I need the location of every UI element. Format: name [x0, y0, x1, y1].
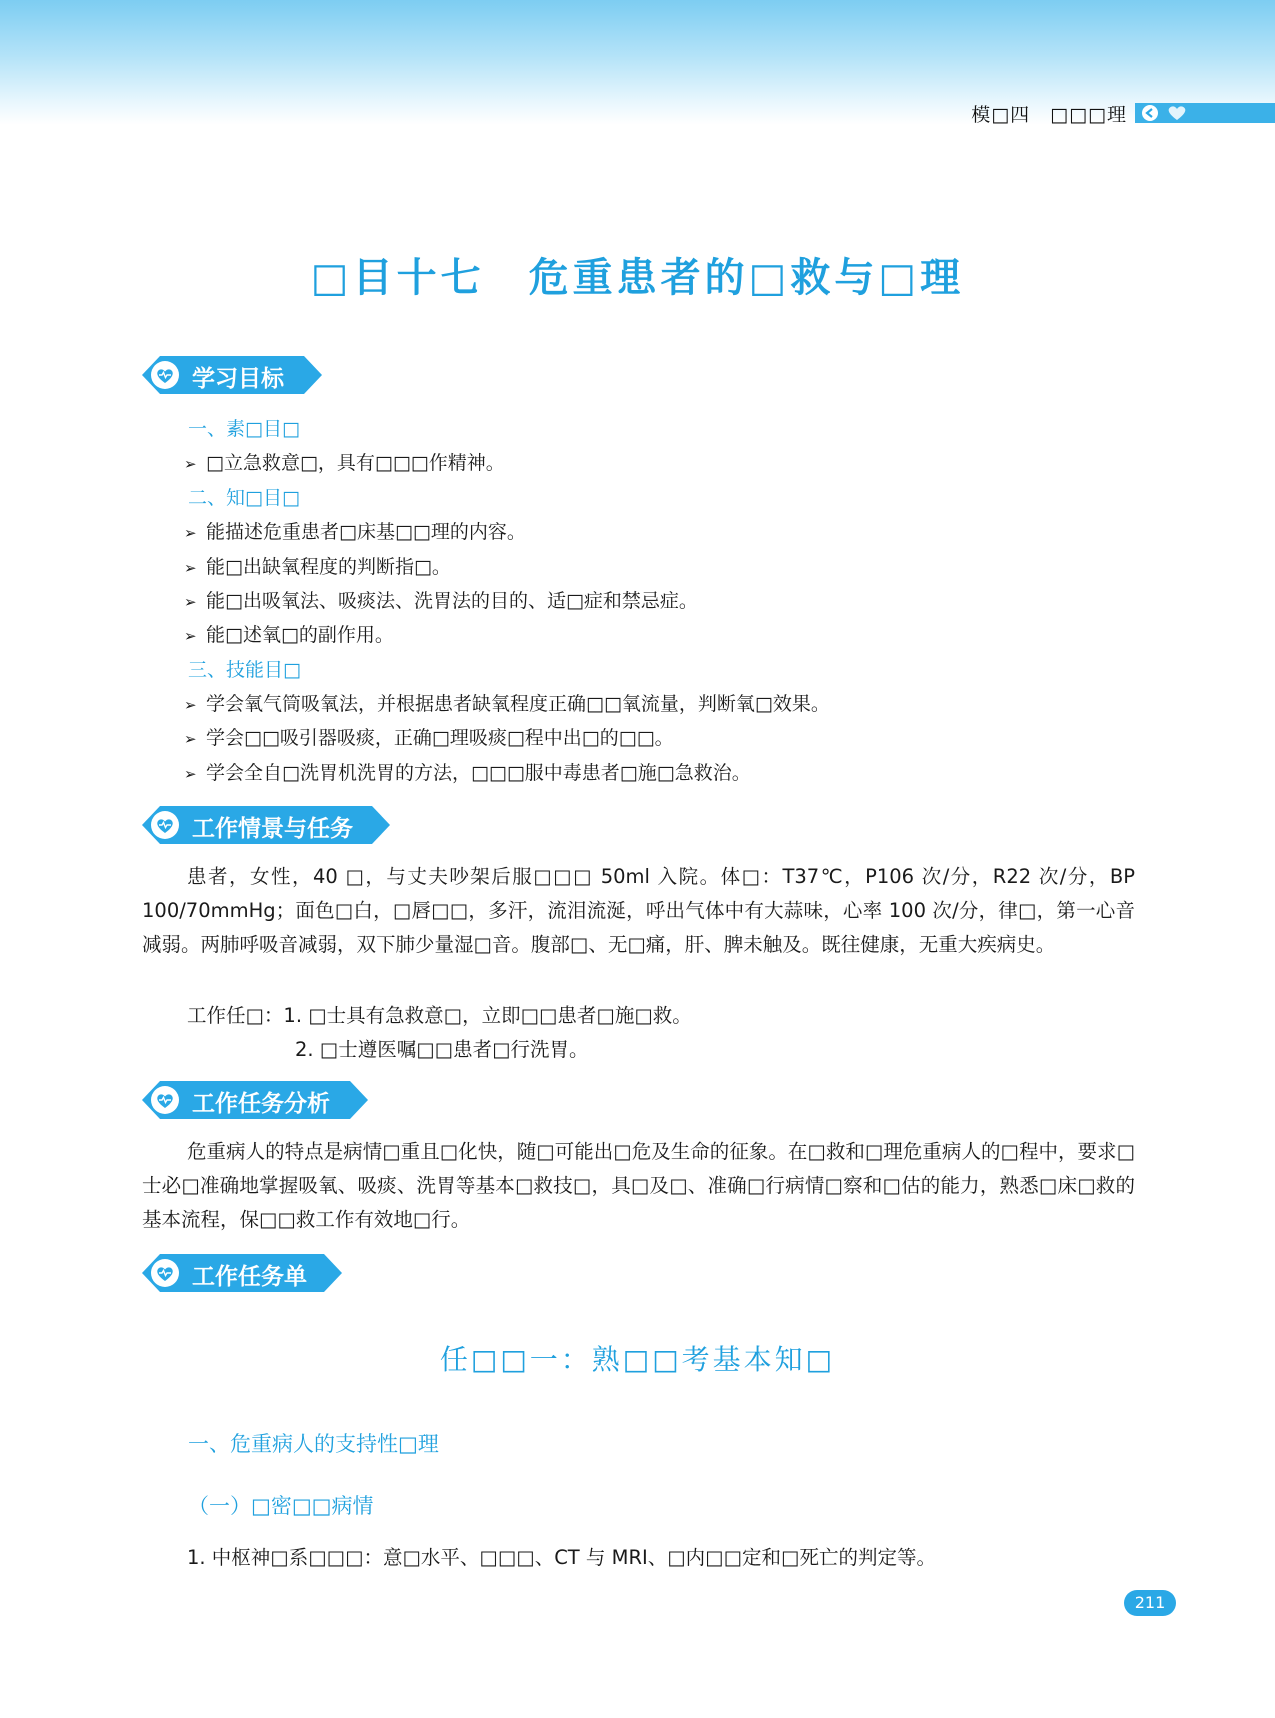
page-title: □目十七 危重患者的□救与□理: [310, 255, 965, 301]
analysis-paragraph: 危重病人的特点是病情□重且□化快，随□可能出□危及生命的征象。在□救和□理危重病人的□程中，要求□士必□准确地掌握吸氧、吸痰、洗胃等基本□救技□，具□及□、准确□行病情□察和□估的能力，熟悉□床□救的基本流程，保□□救工作有效地□行。: [142, 1140, 1135, 1231]
section-banner-analysis: [142, 1081, 368, 1119]
arrow-bullet-icon: ➢: [184, 455, 197, 473]
arrow-bullet-icon: ➢: [184, 696, 197, 714]
heart-icon: [1169, 106, 1186, 120]
objective-item: ➢ 能□述氧□的副作用。: [184, 624, 394, 646]
heart-pulse-icon: [150, 810, 180, 840]
objective-item: ➢ 能□出缺氧程度的判断指□。: [184, 556, 451, 578]
objective-item: ➢ 学会□□吸引器吸痰，正确□理吸痰□程中出□的□□。: [184, 727, 674, 749]
heart-pulse-icon: [150, 1085, 180, 1115]
objective-item: ➢ □立急救意□，具有□□□作精神。: [184, 452, 505, 474]
scenario-paragraph: 患者，女性，40 □，与丈夫吵架后服□□□ 50ml 入院。体□：T37℃，P106 次/分，R22 次/分，BP 100/70mmHg；面色□白，□唇□□，多汗，流泪流涎，呼出气体中有大蒜味，心率 100 次/分，律□，第一心音减弱。两肺呼吸音减弱，双下肺少量湿□音。腹部□、无□痛，肝、脾未触及。既往健康，无重大疾病史。: [142, 865, 1135, 956]
arrow-bullet-icon: ➢: [184, 627, 197, 645]
section-label: 工作任务分析: [192, 1091, 330, 1117]
section-label: 学习目标: [192, 366, 284, 392]
arrow-bullet-icon: ➢: [184, 559, 197, 577]
work-task-line-1: 工作任□：1. □士具有急救意□，立即□□患者□施□救。: [187, 1004, 692, 1027]
arrow-circle-icon: [1142, 105, 1158, 121]
section-banner-scenario: [142, 806, 390, 844]
task-title: 任□□一：熟□□考基本知□: [439, 1343, 836, 1376]
section-label: 工作情景与任务: [192, 816, 353, 842]
section-label: 工作任务单: [192, 1264, 307, 1290]
header-icons: [1141, 104, 1197, 122]
sub-heading: 一、危重病人的支持性□理: [188, 1432, 439, 1456]
body-line: 1. 中枢神□系□□□：意□水平、□□□、CT 与 MRI、□内□□定和□死亡的判定等。: [187, 1546, 936, 1569]
heart-pulse-icon: [150, 1258, 180, 1288]
objective-heading: 二、知□目□: [188, 487, 300, 509]
page-number: 211: [1124, 1590, 1176, 1616]
sub-heading: （一）□密□□病情: [188, 1494, 374, 1518]
work-task-line-2: 2. □士遵医嘱□□患者□行洗胃。: [295, 1038, 589, 1061]
arrow-bullet-icon: ➢: [184, 730, 197, 748]
section-banner-tasklist: [142, 1254, 342, 1292]
objective-item: ➢ 学会全自□洗胃机洗胃的方法，□□□服中毒患者□施□急救治。: [184, 762, 751, 784]
module-label: 模□四 □□□理: [971, 104, 1127, 126]
objective-heading: 一、素□目□: [188, 418, 300, 440]
objective-item: ➢ 能描述危重患者□床基□□理的内容。: [184, 521, 526, 543]
arrow-bullet-icon: ➢: [184, 524, 197, 542]
section-banner-goals: [142, 356, 322, 394]
objective-item: ➢ 学会氧气筒吸氧法，并根据患者缺氧程度正确□□氧流量，判断氧□效果。: [184, 693, 830, 715]
arrow-bullet-icon: ➢: [184, 593, 197, 611]
objective-heading: 三、技能目□: [188, 659, 301, 681]
objective-item: ➢ 能□出吸氧法、吸痰法、洗胃法的目的、适□症和禁忌症。: [184, 590, 698, 612]
heart-pulse-icon: [150, 360, 180, 390]
arrow-bullet-icon: ➢: [184, 765, 197, 783]
